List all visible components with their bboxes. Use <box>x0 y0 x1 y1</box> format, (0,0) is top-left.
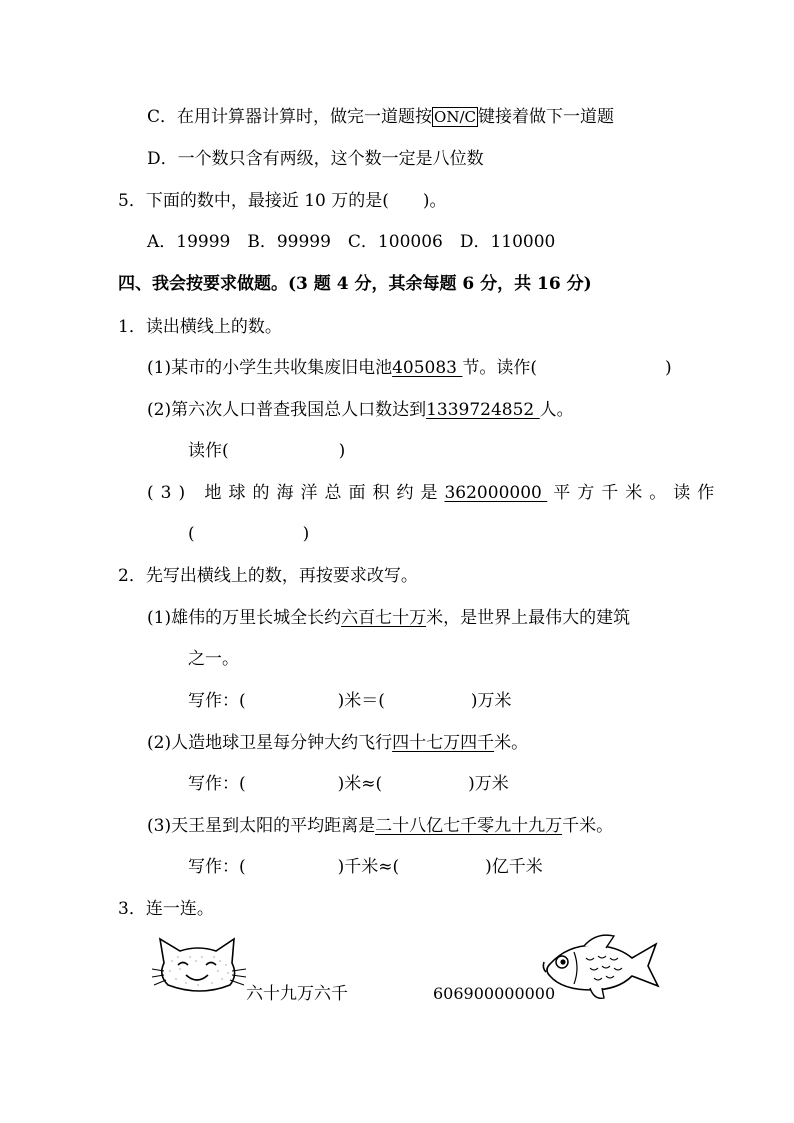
p2-item-2-write: 写作：( )米≈( )万米 <box>188 774 509 794</box>
p1-item-2: (2)第六次人口普查我国总人口数达到1339724852 人。 <box>147 400 574 420</box>
p2-item-3-write: 写作：( )千米≈( )亿千米 <box>188 857 543 877</box>
p2-item-1-write: 写作：( )米＝( )万米 <box>188 691 512 711</box>
q5-stem: 5．下面的数中，最接近 10 万的是( )。 <box>118 191 447 211</box>
p1-item-3-read: ( ) <box>188 524 310 544</box>
p2-item-1-cont: 之一。 <box>188 649 239 669</box>
fish-label: 606900000000 <box>433 984 556 1003</box>
p2-item-1-underlined: 六百七十万 <box>341 608 427 628</box>
cat-label: 六十九万六千 <box>246 984 348 1004</box>
p1-item-3: (3) 地球的海洋总面积约是362000000 平方千米。读作 <box>147 483 722 503</box>
p3-stem: 3．连一连。 <box>118 899 214 919</box>
section-4-title: 四、我会按要求做题。(3 题 4 分，其余每题 6 分，共 16 分) <box>118 274 592 294</box>
p2-item-2: (2)人造地球卫星每分钟大约飞行四十七万四千米。 <box>147 733 529 753</box>
p2-item-2-underlined: 四十七万四千 <box>392 733 495 753</box>
p1-item-1-number: 405083 <box>392 358 463 378</box>
cat-illustration <box>150 935 250 1000</box>
q4-option-d: D．一个数只含有两级，这个数一定是八位数 <box>147 149 484 169</box>
p2-item-1: (1)雄伟的万里长城全长约六百七十万米，是世界上最伟大的建筑 <box>147 608 631 628</box>
p1-item-2-number: 1339724852 <box>426 400 540 420</box>
p1-item-1: (1)某市的小学生共收集废旧电池405083 节。读作( <box>147 358 538 378</box>
on-c-key: ON/C <box>434 108 476 126</box>
p1-item-3-number: 362000000 <box>444 483 548 503</box>
p2-item-3-underlined: 二十八亿七千零九十九万 <box>375 816 563 836</box>
q5-options: A．19999 B．99999 C．100006 D．110000 <box>147 232 556 252</box>
p1-stem: 1．读出横线上的数。 <box>118 317 282 337</box>
p2-stem: 2．先写出横线上的数，再按要求改写。 <box>118 566 418 586</box>
q4-option-c: C．在用计算器计算时，做完一道题按 ON/C 键接着做下一道题 <box>147 107 614 127</box>
p1-item-1-close: ) <box>665 358 672 378</box>
p2-item-3: (3)天王星到太阳的平均距离是二十八亿七千零九十九万千米。 <box>147 816 614 836</box>
fish-illustration <box>540 932 662 1004</box>
p1-item-2-read: 读作( ) <box>188 441 346 461</box>
